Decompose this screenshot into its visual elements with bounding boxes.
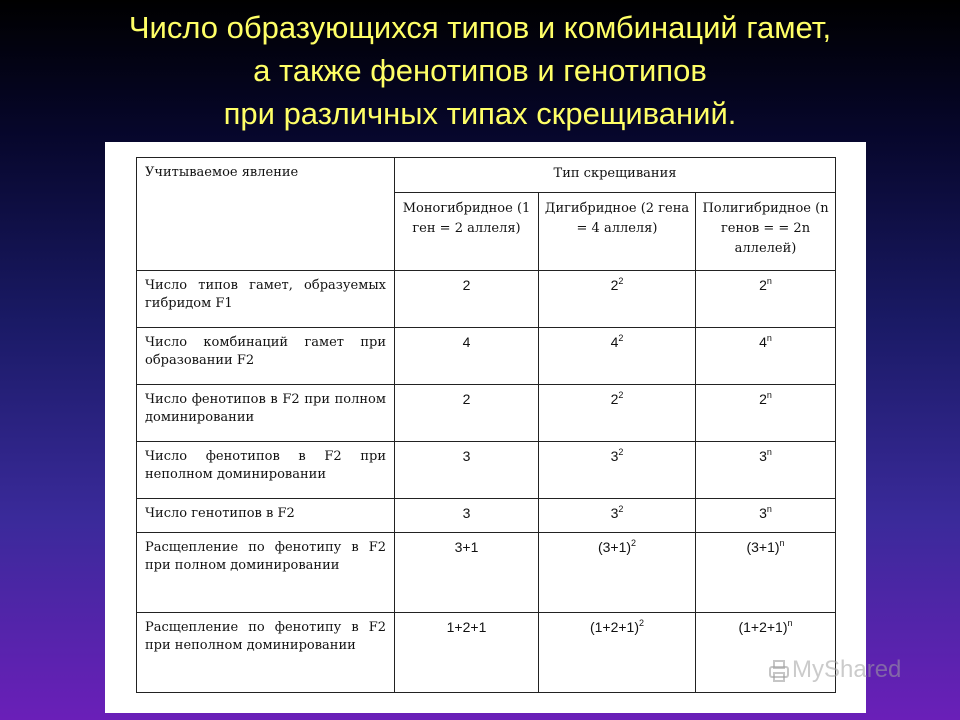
di-value: $(3+1)^2$: [597, 538, 637, 555]
mono-value: 1+2+1: [446, 619, 487, 635]
header-poly-cell: [696, 193, 836, 271]
header-mono: Моногибридное (1 ген = 2 аллеля): [402, 201, 531, 236]
watermark-text: MyShared: [792, 656, 902, 683]
poly-value: 4$^n$: [759, 333, 772, 350]
header-di: Дигибридное (2 гена = 4 аллеля): [544, 201, 690, 236]
mono-value: 2: [462, 277, 471, 293]
mono-value: 3: [462, 505, 471, 521]
printer-icon: [768, 658, 790, 684]
mono-value: 3+1: [454, 539, 479, 555]
crossing-table: [136, 157, 836, 693]
poly-value: $(3+1)^n$: [746, 538, 785, 555]
poly-value: $(1+2+1)^n$: [738, 618, 793, 635]
di-value: $2^2$: [610, 276, 624, 293]
di-value: $(1+2+1)^2$: [589, 618, 645, 635]
table-row: [137, 613, 836, 693]
row-label: Расщепление по фенотипу в F2 при полном доминировании: [145, 540, 386, 573]
title-line-2: а также фенотипов и генотипов: [253, 53, 707, 88]
poly-value: 3$^n$: [759, 504, 772, 521]
header-cross-type: Тип скрещивания: [553, 166, 677, 181]
header-row-top: [137, 158, 836, 193]
table-panel: [105, 142, 866, 713]
row-label: Число фенотипов в F2 при полном доминировании: [145, 392, 386, 425]
di-value: $3^2$: [610, 504, 624, 521]
mono-value: 4: [462, 334, 471, 350]
poly-value: 3$^n$: [759, 447, 772, 464]
mono-value: 2: [462, 391, 471, 407]
header-di-cell: [539, 193, 696, 271]
table-row: [137, 442, 836, 499]
di-value: $4^2$: [610, 333, 624, 350]
row-label: Число генотипов в F2: [145, 506, 295, 521]
row-label: Число фенотипов в F2 при неполном доминировании: [145, 449, 386, 482]
header-poly: Полигибридное (n генов = = 2n аллелей): [702, 201, 829, 256]
header-mono-cell: [395, 193, 539, 271]
title-line-3: при различных типах скрещиваний.: [223, 96, 737, 131]
header-phenomenon-cell: [137, 158, 395, 271]
table-row: [137, 271, 836, 328]
title-line-1: Число образующихся типов и комбинаций гамет,: [128, 10, 832, 45]
table-row: [137, 499, 836, 533]
table-row: [137, 385, 836, 442]
header-cross-type-cell: [395, 158, 836, 193]
poly-value: 2$^n$: [759, 276, 772, 293]
myshared-watermark: [768, 656, 901, 684]
slide-title: [0, 6, 960, 135]
header-phenomenon: Учитываемое явление: [145, 165, 299, 180]
row-label: Число комбинаций гамет при образовании F2: [145, 335, 386, 368]
row-label: Число типов гамет, образуемых гибридом F1: [145, 278, 386, 311]
poly-value: 2$^n$: [759, 390, 772, 407]
table-row: [137, 533, 836, 613]
di-value: $3^2$: [610, 447, 624, 464]
di-value: $2^2$: [610, 390, 624, 407]
mono-value: 3: [462, 448, 471, 464]
table-row: [137, 328, 836, 385]
row-label: Расщепление по фенотипу в F2 при неполном доминировании: [145, 620, 386, 653]
